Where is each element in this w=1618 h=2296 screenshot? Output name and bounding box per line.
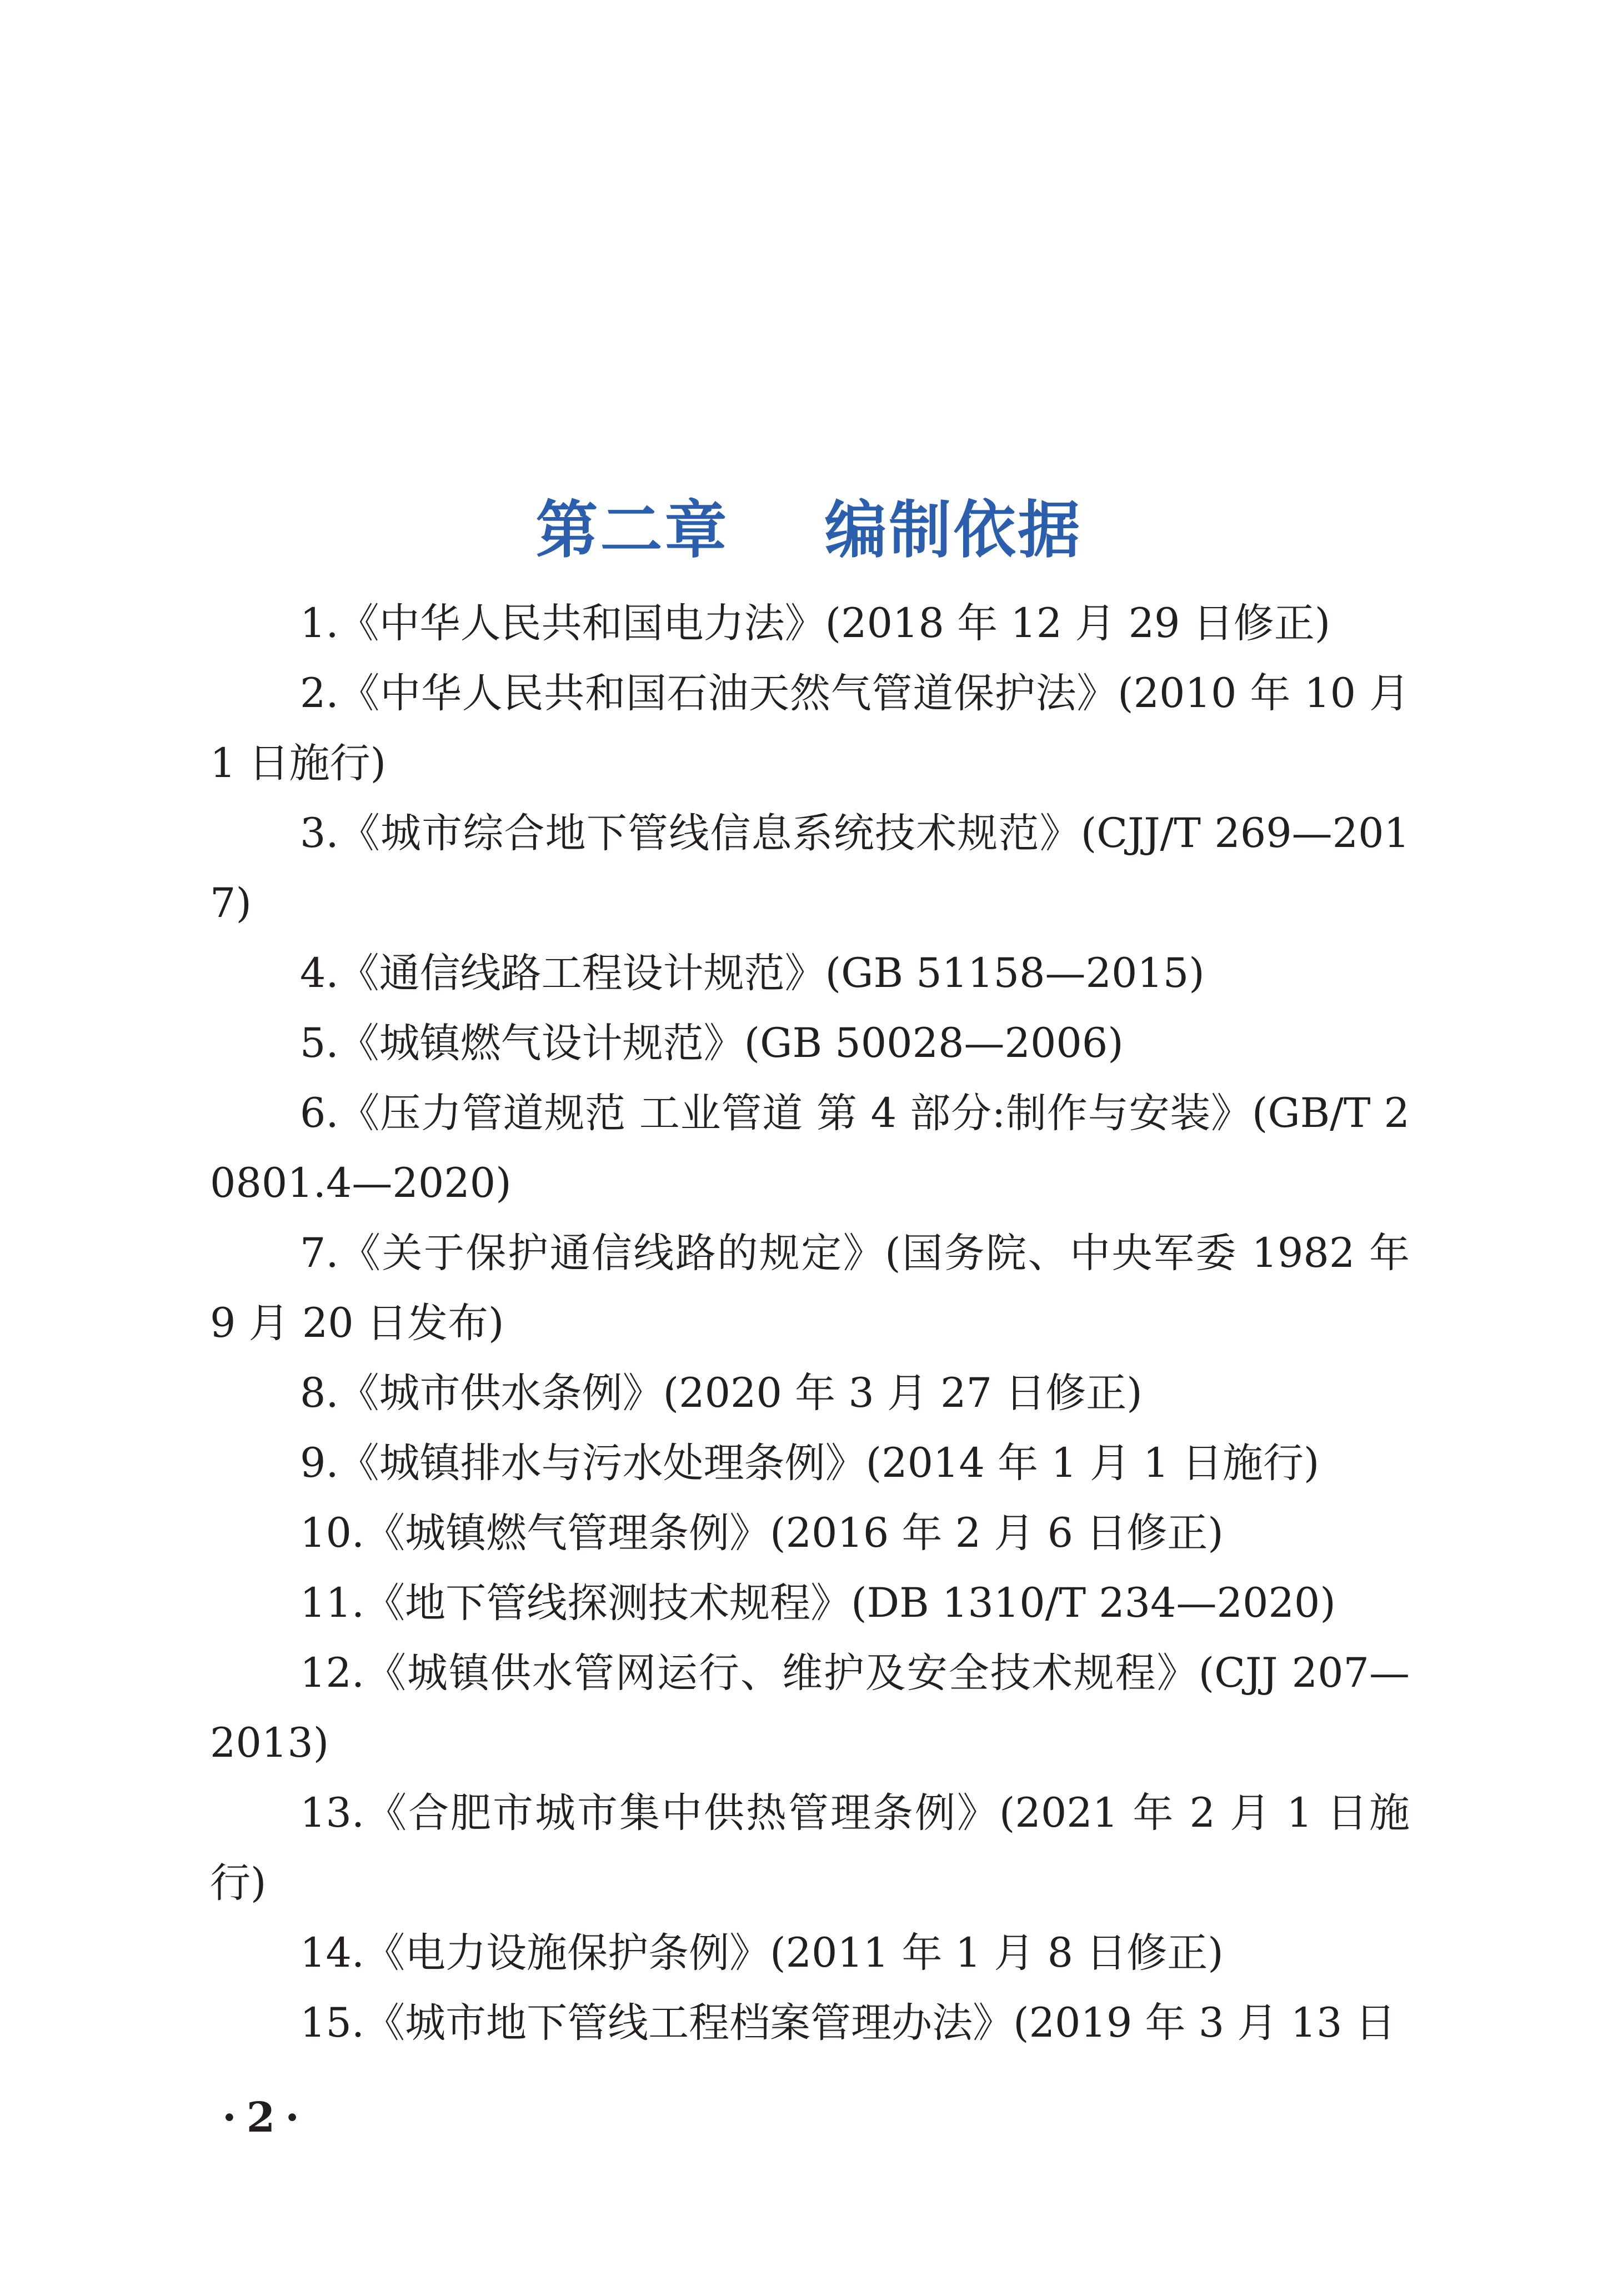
- reference-item: 2.《中华人民共和国石油天然气管道保护法》(2010 年 10 月 1 日施行): [210, 670, 1410, 787]
- reference-item: 5.《城镇燃气设计规范》(GB 50028—2006): [300, 1020, 1124, 1067]
- reference-item: 15.《城市地下管线工程档案管理办法》(2019 年 3 月 13 日: [300, 1999, 1396, 2047]
- reference-item: 1.《中华人民共和国电力法》(2018 年 12 月 29 日修正): [300, 600, 1331, 647]
- reference-item: 10.《城镇燃气管理条例》(2016 年 2 月 6 日修正): [300, 1510, 1224, 1557]
- reference-item: 3.《城市综合地下管线信息系统技术规范》(CJJ/T 269—2017): [210, 810, 1410, 927]
- reference-list: [210, 589, 1410, 2058]
- reference-item: 14.《电力设施保护条例》(2011 年 1 月 8 日修正): [300, 1929, 1224, 1977]
- reference-item: 13.《合肥市城市集中供热管理条例》(2021 年 2 月 1 日施行): [210, 1789, 1410, 1907]
- reference-item: 9.《城镇排水与污水处理条例》(2014 年 1 月 1 日施行): [300, 1440, 1320, 1487]
- reference-item: 11.《地下管线探测技术规程》(DB 1310/T 234—2020): [300, 1580, 1336, 1627]
- page-number: ·2·: [222, 2094, 310, 2142]
- reference-item: 7.《关于保护通信线路的规定》(国务院、中央军委 1982 年 9 月 20 日发布): [210, 1230, 1410, 1347]
- reference-item: 6.《压力管道规范 工业管道 第 4 部分:制作与安装》(GB/T 20801.4—2020): [210, 1090, 1410, 1207]
- chapter-title: 第二章 编制依据: [535, 494, 1083, 567]
- reference-item: 8.《城市供水条例》(2020 年 3 月 27 日修正): [300, 1370, 1143, 1417]
- reference-item: 4.《通信线路工程设计规范》(GB 51158—2015): [300, 950, 1205, 997]
- reference-item: 12.《城镇供水管网运行、维护及安全技术规程》(CJJ 207—2013): [210, 1650, 1410, 1767]
